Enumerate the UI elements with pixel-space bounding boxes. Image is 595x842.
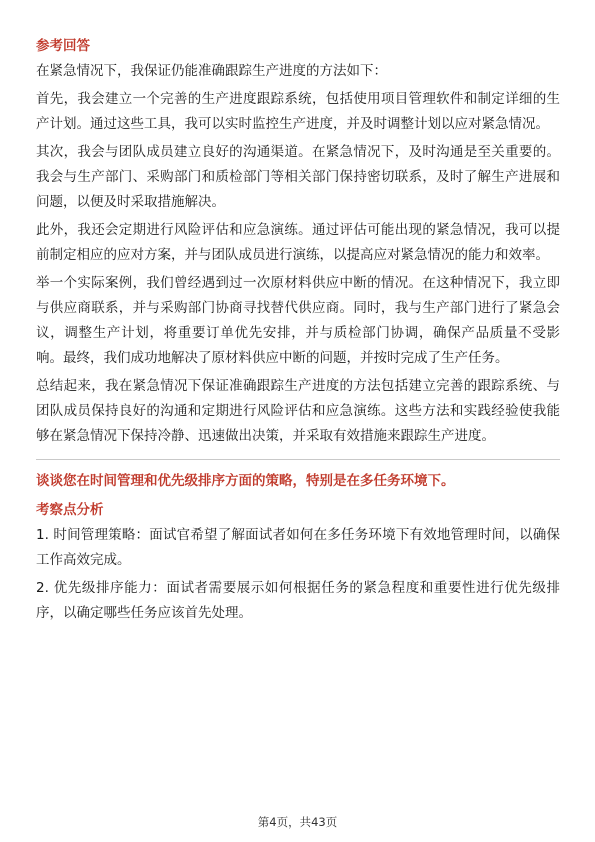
analysis-point-2: 2. 优先级排序能力：面试者需要展示如何根据任务的紧急程度和重要性进行优先级排序，以确定哪些任务应该首先处理。 <box>36 580 560 621</box>
answer-paragraph-5: 举一个实际案例，我们曾经遇到过一次原材料供应中断的情况。在这种情况下，我立即与供应商联系，并与采购部门协商寻找替代供应商。同时，我与生产部门进行了紧急会议，调整生产计划，将重要订单优先安排，并与质检部门协调，确保产品质量不受影响。最终，我们成功地解决了原材料供应中断的问题，并按时完成了生产任务。 <box>36 275 560 366</box>
answer-heading: 参考回答 <box>36 38 90 54</box>
analysis-heading: 考察点分析 <box>36 502 104 518</box>
answer-paragraph-2: 首先，我会建立一个完善的生产进度跟踪系统，包括使用项目管理软件和制定详细的生产计划。通过这些工具，我可以实时监控生产进度，并及时调整计划以应对紧急情况。 <box>36 91 560 132</box>
answer-paragraph-4: 此外，我还会定期进行风险评估和应急演练。通过评估可能出现的紧急情况，我可以提前制定相应的应对方案，并与团队成员进行演练，以提高应对紧急情况的能力和效率。 <box>36 222 560 263</box>
analysis-point-1: 1. 时间管理策略：面试官希望了解面试者如何在多任务环境下有效地管理时间，以确保工作高效完成。 <box>36 527 560 568</box>
answer-paragraph-6: 总结起来，我在紧急情况下保证准确跟踪生产进度的方法包括建立完善的跟踪系统、与团队成员保持良好的沟通和定期进行风险评估和应急演练。这些方法和实践经验使我能够在紧急情况下保持冷静、迅速做出决策，并采取有效措施来跟踪生产进度。 <box>36 378 560 444</box>
page-number: 第4页，共43页 <box>257 815 338 829</box>
section-divider <box>36 459 560 460</box>
question-title: 谈谈您在时间管理和优先级排序方面的策略，特别是在多任务环境下。 <box>36 473 455 489</box>
answer-paragraph-3: 其次，我会与团队成员建立良好的沟通渠道。在紧急情况下，及时沟通是至关重要的。我会与生产部门、采购部门和质检部门等相关部门保持密切联系，及时了解生产进展和问题，以便及时采取措施解决。 <box>36 144 560 210</box>
answer-paragraph-1: 在紧急情况下，我保证仍能准确跟踪生产进度的方法如下： <box>36 63 387 79</box>
page-content <box>36 36 560 629</box>
